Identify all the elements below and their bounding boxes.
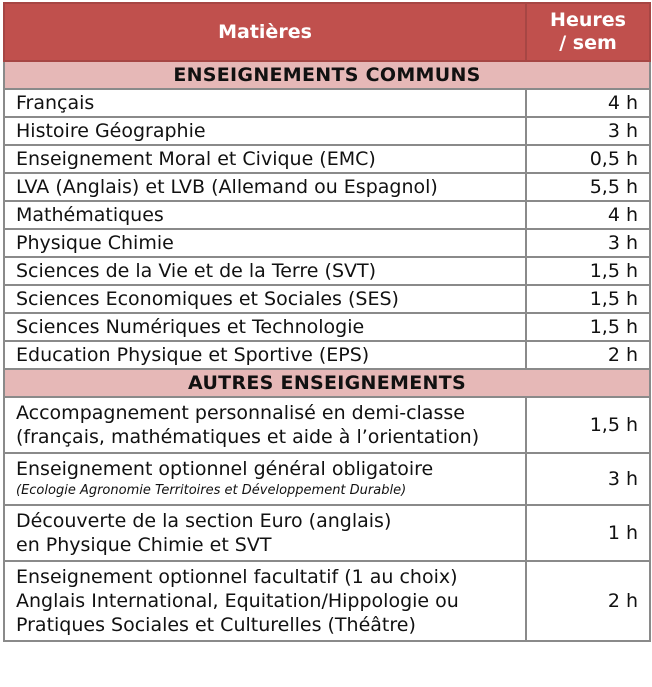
- subject-cell: Sciences Numériques et Technologie: [4, 313, 526, 341]
- subject-cell: [4, 397, 526, 453]
- section-title-common: ENSEIGNEMENTS COMMUNS: [4, 61, 650, 89]
- subject-cell: Sciences Economiques et Sociales (SES): [4, 285, 526, 313]
- table-row: [4, 257, 650, 285]
- hours-cell: 0,5 h: [526, 145, 650, 173]
- hours-cell: 1,5 h: [526, 285, 650, 313]
- table-row: [4, 561, 650, 641]
- hours-cell: 2 h: [526, 561, 650, 641]
- table-row: [4, 453, 650, 505]
- header-subjects: Matières: [4, 3, 526, 61]
- subject-cell: Enseignement Moral et Civique (EMC): [4, 145, 526, 173]
- subject-cell: Education Physique et Sportive (EPS): [4, 341, 526, 369]
- subject-note: (Ecologie Agronomie Territoires et Développement Durable): [16, 483, 407, 498]
- table-row: [4, 229, 650, 257]
- table-row: [4, 505, 650, 561]
- hours-cell: 4 h: [526, 89, 650, 117]
- hours-cell: 3 h: [526, 117, 650, 145]
- subject-cell: [4, 561, 526, 641]
- subject-line: Pratiques Sociales et Culturelles (Théâtre): [16, 614, 416, 636]
- table-row: [4, 117, 650, 145]
- subject-line: Découverte de la section Euro (anglais): [16, 510, 392, 532]
- schedule-table: [3, 2, 651, 642]
- header-hours-line1: Heures: [550, 9, 626, 31]
- table-row: [4, 313, 650, 341]
- section-row-other: [4, 369, 650, 397]
- subject-line: Anglais International, Equitation/Hippologie ou: [16, 590, 459, 612]
- section-row-common: [4, 61, 650, 89]
- table-row: [4, 341, 650, 369]
- table-row: [4, 201, 650, 229]
- subject-cell: Mathématiques: [4, 201, 526, 229]
- hours-cell: 3 h: [526, 453, 650, 505]
- subject-cell: LVA (Anglais) et LVB (Allemand ou Espagnol): [4, 173, 526, 201]
- hours-cell: 3 h: [526, 229, 650, 257]
- table-header-row: [4, 3, 650, 61]
- header-hours: [526, 3, 650, 61]
- subject-cell: [4, 453, 526, 505]
- hours-cell: 2 h: [526, 341, 650, 369]
- subject-cell: Physique Chimie: [4, 229, 526, 257]
- hours-cell: 1,5 h: [526, 313, 650, 341]
- subject-cell: [4, 505, 526, 561]
- hours-cell: 4 h: [526, 201, 650, 229]
- subject-line: en Physique Chimie et SVT: [16, 534, 272, 556]
- hours-cell: 1,5 h: [526, 397, 650, 453]
- hours-cell: 1 h: [526, 505, 650, 561]
- subject-line: Enseignement optionnel facultatif (1 au choix): [16, 566, 458, 588]
- header-hours-line2: / sem: [559, 32, 617, 54]
- table-row: [4, 145, 650, 173]
- subject-line: Accompagnement personnalisé en demi-classe: [16, 402, 465, 424]
- table-row: [4, 285, 650, 313]
- section-title-other: AUTRES ENSEIGNEMENTS: [4, 369, 650, 397]
- table-row: [4, 397, 650, 453]
- table-row: [4, 173, 650, 201]
- table-row: [4, 89, 650, 117]
- hours-cell: 1,5 h: [526, 257, 650, 285]
- subject-cell: Sciences de la Vie et de la Terre (SVT): [4, 257, 526, 285]
- hours-cell: 5,5 h: [526, 173, 650, 201]
- subject-line: Enseignement optionnel général obligatoire: [16, 458, 434, 480]
- subject-cell: Français: [4, 89, 526, 117]
- subject-cell: Histoire Géographie: [4, 117, 526, 145]
- subject-line: (français, mathématiques et aide à l’orientation): [16, 426, 480, 448]
